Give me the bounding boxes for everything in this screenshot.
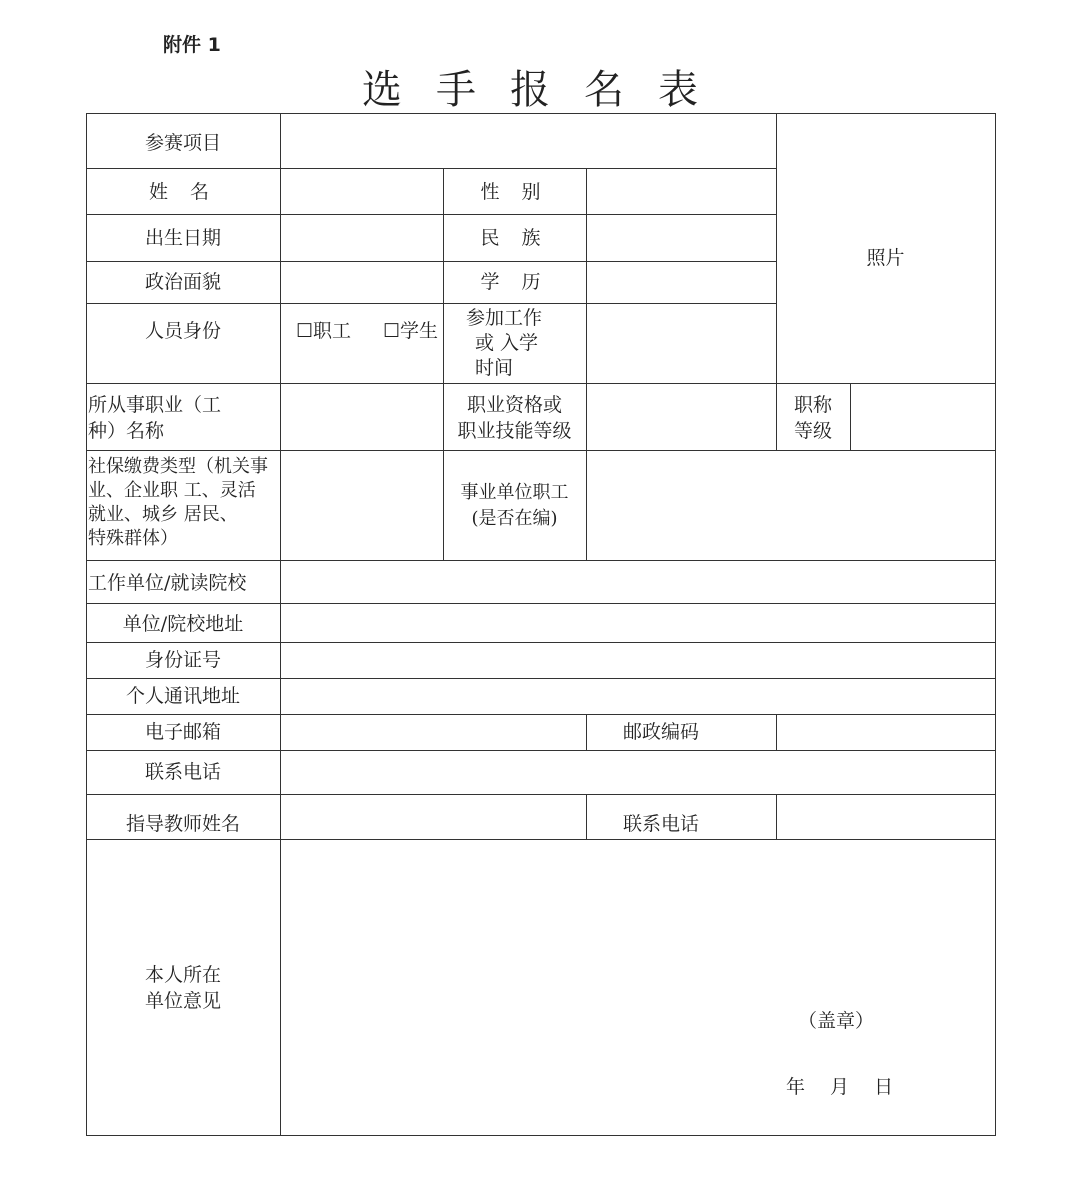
gender-label: 性 别 xyxy=(480,181,549,203)
teacher-label: 指导教师姓名 xyxy=(125,813,240,835)
page-title: 选手报名表 xyxy=(362,67,732,113)
ethnicity-label: 民 族 xyxy=(480,227,549,249)
unit-address-label: 单位/院校地址 xyxy=(122,613,244,635)
social-security-label-2: 业、企业职 工、灵活 xyxy=(88,480,256,501)
phone-label: 联系电话 xyxy=(144,761,221,783)
mail-address-label: 个人通讯地址 xyxy=(125,685,240,707)
work-time-label-2: 或 入学 xyxy=(475,332,539,354)
occupation-label-2: 种）名称 xyxy=(88,420,165,442)
mail-address-field[interactable] xyxy=(281,679,995,714)
education-label: 学 历 xyxy=(480,271,549,293)
unit-opinion-label-2: 单位意见 xyxy=(144,990,221,1012)
work-time-label-1: 参加工作 xyxy=(466,307,543,329)
registration-form xyxy=(86,113,996,1136)
photo-area[interactable] xyxy=(777,114,995,383)
politics-field[interactable] xyxy=(281,262,443,303)
social-security-label-3: 就业、城乡 居民、 xyxy=(88,504,238,525)
occupation-field[interactable] xyxy=(281,384,443,450)
date-label: 年 月 日 xyxy=(786,1076,894,1098)
identity-label: 人员身份 xyxy=(144,320,221,342)
teacher-phone-label: 联系电话 xyxy=(622,813,699,835)
border-line xyxy=(995,113,996,1136)
birth-label: 出生日期 xyxy=(144,227,221,249)
unit-opinion-field[interactable] xyxy=(281,840,786,1000)
postcode-label: 邮政编码 xyxy=(622,721,699,743)
workplace-label: 工作单位/就读院校 xyxy=(88,572,247,594)
id-number-field[interactable] xyxy=(281,643,995,678)
ethnicity-field[interactable] xyxy=(587,215,776,261)
teacher-phone-field[interactable] xyxy=(777,795,995,839)
birth-field[interactable] xyxy=(281,215,443,261)
social-security-label-4: 特殊群体） xyxy=(88,528,178,549)
name-label: 姓 名 xyxy=(148,181,218,203)
unit-address-field[interactable] xyxy=(281,604,995,642)
institution-staff-field[interactable] xyxy=(587,451,995,560)
photo-label: 照片 xyxy=(866,247,905,269)
seal-label: （盖章） xyxy=(798,1010,875,1032)
gender-field[interactable] xyxy=(587,169,776,214)
unit-opinion-label-1: 本人所在 xyxy=(144,964,221,986)
social-security-field[interactable] xyxy=(281,451,443,560)
workplace-field[interactable] xyxy=(281,561,995,603)
id-number-label: 身份证号 xyxy=(144,649,221,671)
phone-field[interactable] xyxy=(281,751,995,794)
email-field[interactable] xyxy=(281,715,586,750)
student-checkbox[interactable]: ☐学生 xyxy=(383,320,439,342)
worker-checkbox[interactable]: ☐职工 xyxy=(296,320,352,342)
qualification-label-2: 职业技能等级 xyxy=(457,420,572,442)
institution-staff-label-2: (是否在编) xyxy=(471,508,558,529)
event-label: 参赛项目 xyxy=(144,132,221,154)
institution-staff-label-1: 事业单位职工 xyxy=(460,482,569,503)
social-security-label-1: 社保缴费类型（机关事 xyxy=(88,456,268,477)
title-rank-field[interactable] xyxy=(851,384,995,450)
name-field[interactable] xyxy=(281,169,443,214)
occupation-label-1: 所从事职业（工 xyxy=(88,394,222,416)
attachment-label: 附件 1 xyxy=(163,34,221,56)
title-rank-label-1: 职称 xyxy=(793,394,832,416)
politics-label: 政治面貌 xyxy=(144,271,221,293)
event-field[interactable] xyxy=(281,114,776,168)
work-time-label-3: 时间 xyxy=(475,357,514,379)
education-field[interactable] xyxy=(587,262,776,303)
work-time-field[interactable] xyxy=(587,304,776,383)
postcode-field[interactable] xyxy=(777,715,995,750)
qualification-label-1: 职业资格或 xyxy=(466,394,562,416)
qualification-field[interactable] xyxy=(587,384,776,450)
email-label: 电子邮箱 xyxy=(144,721,221,743)
title-rank-label-2: 等级 xyxy=(793,420,832,442)
teacher-field[interactable] xyxy=(281,795,586,839)
border-line xyxy=(86,1135,996,1136)
